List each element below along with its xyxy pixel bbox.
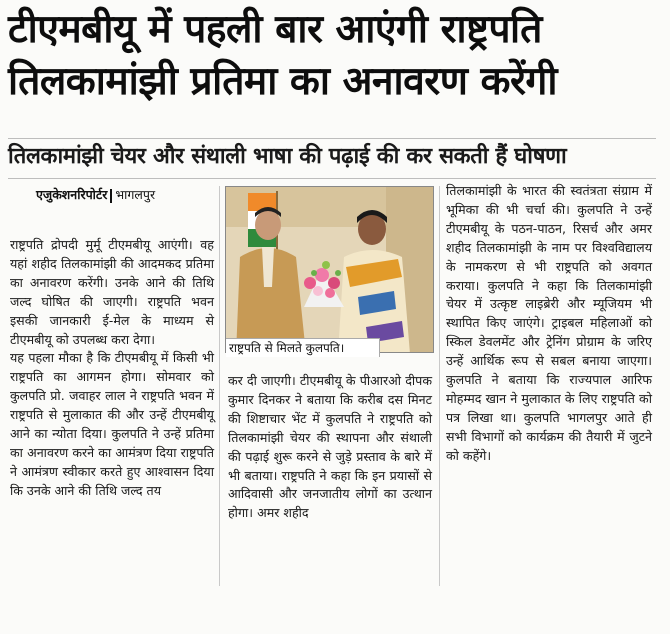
subheadline-divider bbox=[8, 178, 656, 179]
byline-city: भागलपुर bbox=[115, 187, 156, 202]
headline bbox=[8, 4, 662, 108]
column-divider-2 bbox=[439, 186, 440, 586]
headline-line-1: टीएमबीयू में पहली बार आएंगी राष्ट्रपति bbox=[8, 7, 542, 52]
photograph-icon bbox=[226, 187, 434, 353]
headline-line-2: तिलकामांझी प्रतिमा का अनावरण करेंगी bbox=[8, 59, 557, 104]
article-column-2 bbox=[228, 372, 432, 523]
byline-separator bbox=[110, 189, 112, 203]
headline-divider bbox=[8, 138, 656, 139]
article-column-3 bbox=[446, 182, 652, 466]
news-photo bbox=[225, 186, 434, 353]
photo-caption: राष्ट्रपति से मिलते कुलपति। bbox=[226, 338, 380, 357]
byline bbox=[36, 186, 206, 203]
column-divider-1 bbox=[219, 186, 220, 586]
col2-paragraph: कर दी जाएगी। टीएमबीयू के पीआरओ दीपक कुमार दिनकर ने बताया कि करीब दस मिनट की शिष्टाचार भेंट में कुलपति ने राष्ट्रपति को तिलकामांझी चेयर की स्थापना और संथाली की पढ़ाई शुरू करने से जुड़े प्रस्ताव के बारे में भी बताया। राष्ट्रपति ने कहा कि इन प्रयासों से आदिवासी और जनजातीय लोगों का उत्थान होगा। अमर शहीद bbox=[228, 373, 432, 521]
col3-paragraph: तिलकामांझी के भारत की स्वतंत्रता संग्राम में भूमिका की भी चर्चा की। कुलपति ने उन्हें टीएमबीयू के पठन-पाठन, रिसर्च और अमर शहीद तिलकामांझी के नाम पर विश्वविद्यालय के नामकरण से भी राष्ट्रपति को अवगत कराया। कुलपति ने कहा कि तिलकामांझी चेयर में उत्कृष्ट लाइब्रेरी और म्यूजियम भी स्थापित किए जाएंगे। ट्राइबल महिलाओं को स्किल डेवलमेंट और ट्रेनिंग प्रोग्राम के जरिए उन्हें आर्थिक रूप से सबल बनाया जाएगा। कुलपति ने बताया कि राज्यपाल आरिफ मोहम्मद खान ने मुलाकात के लिए राष्ट्रपति को पत्र लिखा था। कुलपति भागलपुर आते ही सभी विभागों को कार्यक्रम की तैयारी में जुटने को कहेंगे। bbox=[446, 183, 652, 463]
byline-reporter: एजुकेशनरिपोर्टर bbox=[36, 187, 108, 202]
col1-paragraph-2: यह पहला मौका है कि टीएमबीयू में किसी भी राष्ट्रपति का आगमन होगा। सोमवार को कुलपति प्रो. जवाहर लाल ने राष्ट्रपति भवन में राष्ट्रपति से मुलाकात की और उन्हें टीएमबीयू आने का न्योता दिया। कुलपति ने उन्हें प्रतिमा का अनावरण करने का आमंत्रण दिया राष्ट्रपति ने आमंत्रण स्वीकार करते हुए आश्वासन दिया कि उनके आने की तिथि जल्द तय bbox=[10, 350, 214, 498]
subheadline: तिलकामांझी चेयर और संथाली भाषा की पढ़ाई की कर सकती हैं घोषणा bbox=[8, 144, 567, 169]
col1-paragraph-1: राष्ट्रपति द्रोपदी मुर्मू टीएमबीयू आएंगी। वह यहां शहीद तिलकामांझी की आदमकद प्रतिमा का अनावरण करेंगी। उनके आने की तिथि जल्द घोषित की जाएगी। राष्ट्रपति भवन इसकी जानकारी ई-मेल के माध्यम से टीएमबीयू को उपलब्ध करा देगा। bbox=[10, 237, 214, 347]
article-column-1 bbox=[10, 236, 214, 501]
